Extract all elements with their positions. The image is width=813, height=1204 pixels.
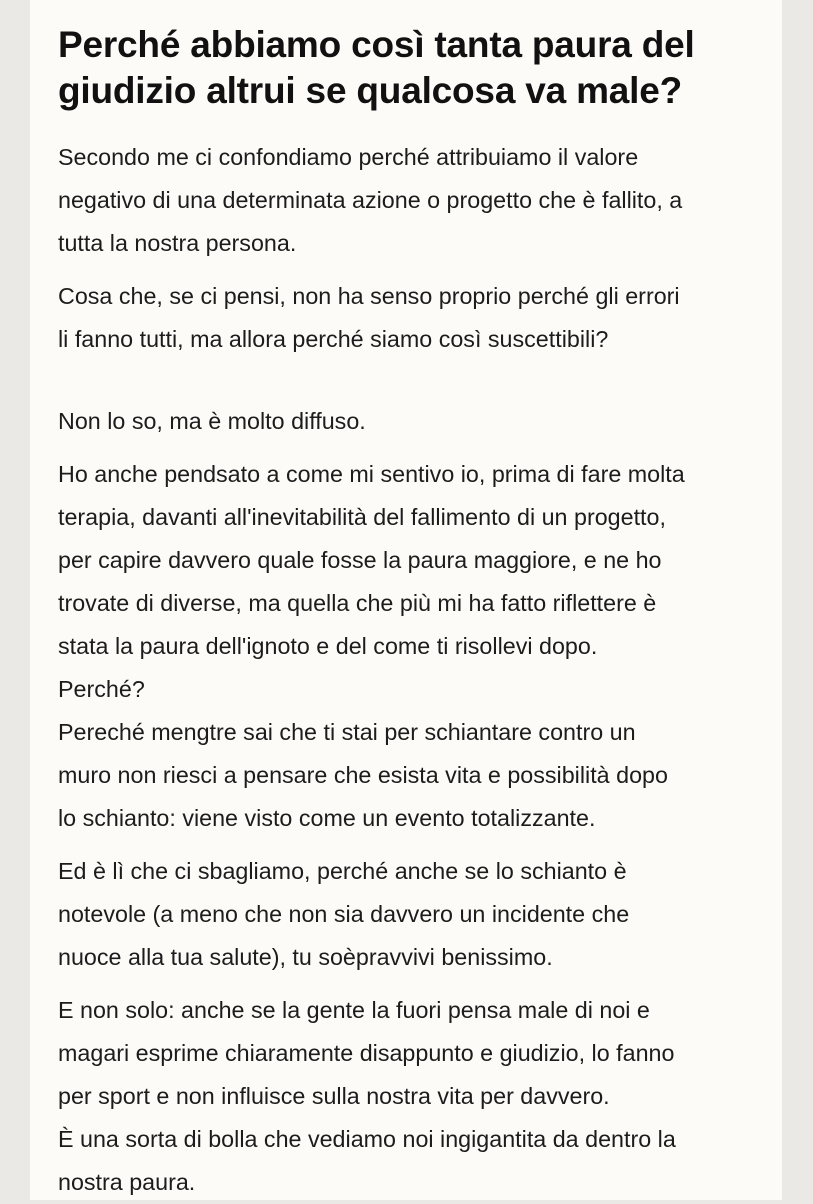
paragraph-spacer	[58, 443, 754, 453]
paragraph-3: Non lo so, ma è molto diffuso.	[58, 408, 366, 434]
paragraph-spacer	[58, 840, 754, 850]
article-title: Perché abbiamo così tanta paura del giudizio altrui se qualcosa va male?	[58, 24, 695, 111]
article-page	[30, 0, 782, 1200]
paragraph-6: E non solo: anche se la gente la fuori pensa male di noi e magari esprime chiaramente disappunto e giudizio, lo fanno per sport e non influisce sulla nostra vita per davvero. È una sorta di bolla che vediamo noi ingigantita da dentro la nostra paura.	[58, 997, 676, 1195]
paragraph-1: Secondo me ci confondiamo perché attribuiamo il valore negativo di una determinata azione o progetto che è fallito, a tutta la nostra persona.	[58, 144, 683, 256]
paragraph-spacer	[58, 979, 754, 989]
paragraph-4: Ho anche pendsato a come mi sentivo io, prima di fare molta terapia, davanti all'inevitabilità del fallimento di un progetto, per capire davvero quale fosse la paura maggiore, e ne ho trovate di diverse, ma quella che più mi ha fatto riflettere è stata la paura dell'ignoto e del come ti risollevi dopo. Perché? Pereché mengtre sai che ti stai per schiantare contro un muro non riesci a pensare che esista vita e possibilità dopo lo schianto: viene visto come un evento totalizzante.	[58, 461, 685, 831]
paragraph-spacer	[58, 361, 754, 400]
paragraph-2: Cosa che, se ci pensi, non ha senso proprio perché gli errori li fanno tutti, ma allora perché siamo così suscettibili?	[58, 283, 680, 352]
paragraph-5: Ed è lì che ci sbagliamo, perché anche se lo schianto è notevole (a meno che non sia davvero un incidente che nuoce alla tua salute), tu soèpravvivi benissimo.	[58, 858, 630, 970]
paragraph-spacer	[58, 265, 754, 275]
